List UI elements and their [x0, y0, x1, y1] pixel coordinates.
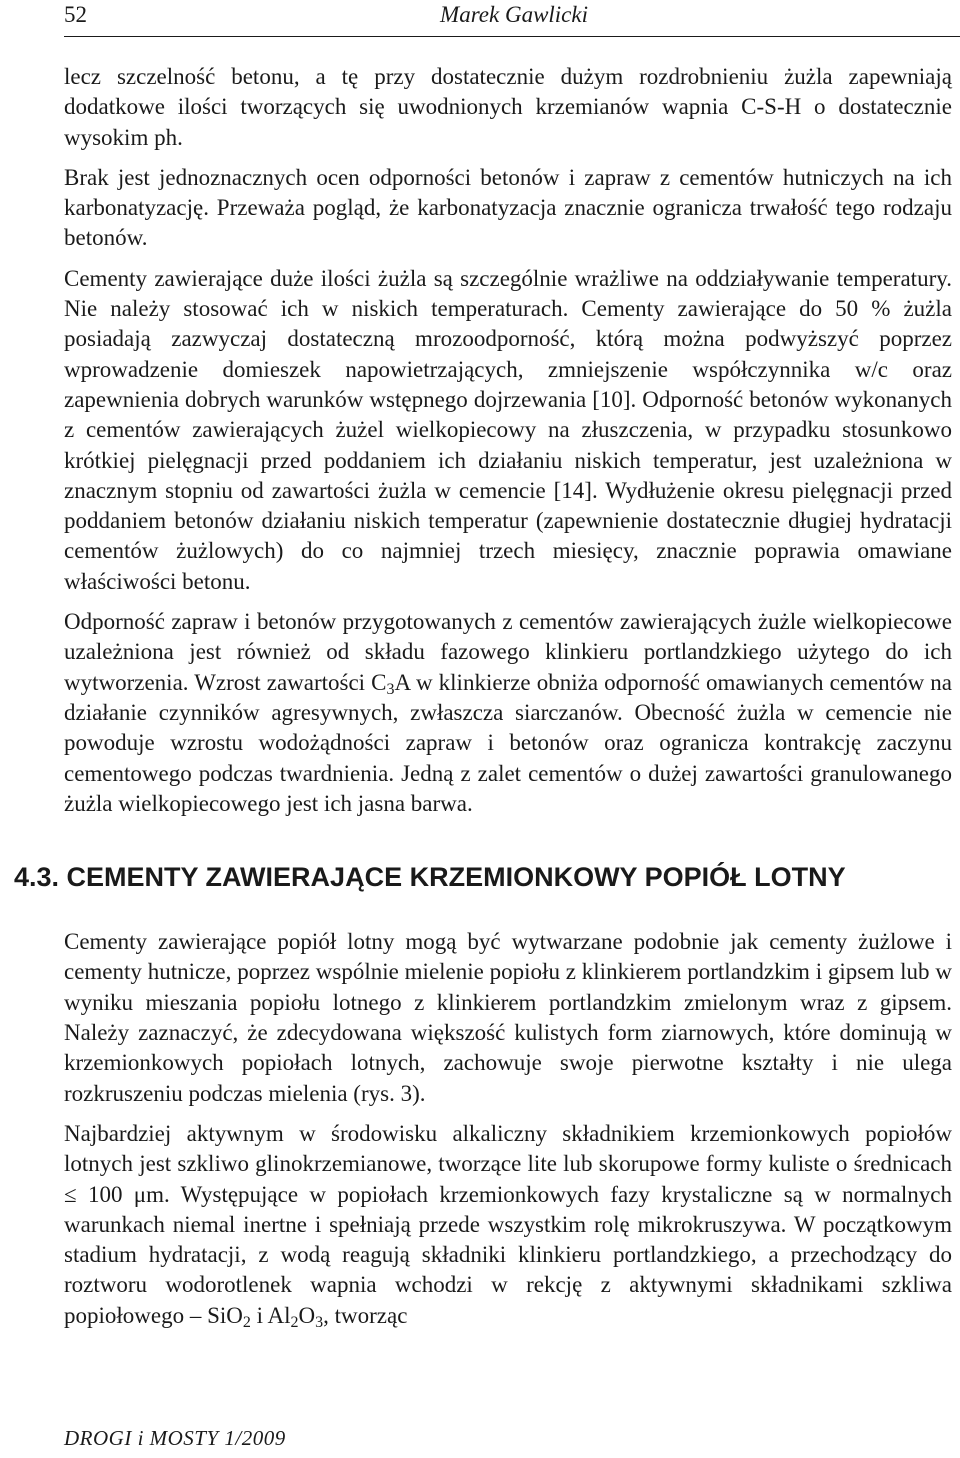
text-run: i Al: [250, 1302, 291, 1328]
paragraph: Cementy zawierające duże ilości żużla są szczególnie wrażliwe na oddziaływanie temperatury. Nie należy stosować ich w niskich temperaturach. Cementy zawierające do 50 % żużla posiadają zazwyczaj dostateczną mrozoodporność, którą można podwyższyć poprzez wprowadzenie domieszek napowietrzających, zmniejszenie współczynnika w/c oraz zapewnienia dobrych warunków wstępnego dojrzewania [10]. Odporność betonów wykonanych z cementów zawierających żużel wielkopiecowy na złuszczenia, w przypadku stosunkowo krótkiej pielęgnacji przed poddaniem ich działaniu niskich temperatur, jest uzależniona w znacznym stopniu od zawartości żużla w cemencie [14]. Wydłużenie okresu pielęgnacji przed poddaniem betonów działaniu niskich temperatur (zapewnienie dostatecznie długiej hydratacji cementów żużlowych) do co najmniej trzech miesięcy, znacznie poprawia omawiane właściwości betonu.: [64, 265, 952, 594]
paragraph: [64, 607, 952, 819]
subscript: 3: [386, 680, 395, 698]
body-text: [14, 62, 952, 1341]
text-run: Odporność zapraw i betonów przygotowanych z cementów zawierających żużle wielkopiecowe uzależniona jest również od składu fazowego klinkieru portlandzkiego użytego do ich wytworzenia. Wzrost zawartości C: [64, 609, 952, 695]
page-header: [64, 0, 960, 40]
header-rule: [64, 36, 960, 37]
text-run: Najbardziej aktywnym w środowisku alkaliczny składnikiem krzemionkowych popiołów lotnych jest szkliwo glinokrzemianowe, tworzące lite lub skorupowe formy kuliste o średnicach ≤ 100 μm. Występujące w popiołach krzemionkowych fazy krystaliczne są w normalnych warunkach niemal inertne i spełniają przede wszystkim rolę mikrokruszywa. W początkowym stadium hydratacji, z wodą reagują składniki klinkieru portlandzkiego, a przechodzący do roztworu wodorotlenek wapnia wchodzi w rekcję z aktywnymi składnikami szkliwa popiołowego – SiO: [64, 1120, 952, 1328]
section-heading: 4.3. CEMENTY ZAWIERAJĄCE KRZEMIONKOWY POPIÓŁ LOTNY: [14, 862, 846, 893]
running-author: Marek Gawlicki: [440, 2, 588, 27]
paragraph: Cementy zawierające popiół lotny mogą być wytwarzane podobnie jak cementy żużlowe i cementy hutnicze, poprzez wspólnie mielenie popiołu z klinkierem portlandzkim i gipsem lub w wyniku mieszania popiołu lotnego z klinkierem portlandzkim zmielonym wraz z gipsem. Należy zaznaczyć, że zdecydowana większość kulistych form ziarnowych, które dominują w krzemionkowych popiołach lotnych, zachowuje swoje pierwotne kształty i nie ulega rozkruszeniu podczas mielenia (rys. 3).: [64, 929, 952, 1106]
paragraph: lecz szczelność betonu, a tę przy dostatecznie dużym rozdrobnieniu żużla zapewniają dodatkowe ilości tworzących się uwodnionych krzemianów wapnia C-S-H o dostatecznie wysokim ph.: [64, 64, 952, 150]
paragraph: Brak jest jednoznacznych ocen odporności betonów i zapraw z cementów hutniczych na ich karbonatyzację. Przeważa pogląd, że karbonatyzacja znacznie ogranicza trwałość tego rodzaju betonów.: [64, 164, 952, 251]
subscript: 3: [315, 1313, 324, 1331]
text-run: A w klinkierze obniża odporność omawianych cementów na działanie czynników agresywnych, zwłaszcza siarczanów. Obecność żużla w cemencie nie powoduje wzrostu wodożądności zapraw i betonów oraz ogranicza kontrakcję zaczynu cementowego podczas twardnienia. Jedną z zalet cementów o dużej zawartości granulowanego żużla wielkopiecowego jest ich jasna barwa.: [64, 669, 952, 816]
text-run: O: [298, 1302, 316, 1328]
paragraph: [64, 1119, 952, 1331]
subscript: 2: [242, 1313, 251, 1331]
page-footer: DROGI i MOSTY 1/2009: [64, 1426, 286, 1450]
text-run: , tworząc: [323, 1302, 408, 1328]
subscript: 2: [290, 1313, 299, 1331]
page-number: 52: [64, 2, 87, 27]
